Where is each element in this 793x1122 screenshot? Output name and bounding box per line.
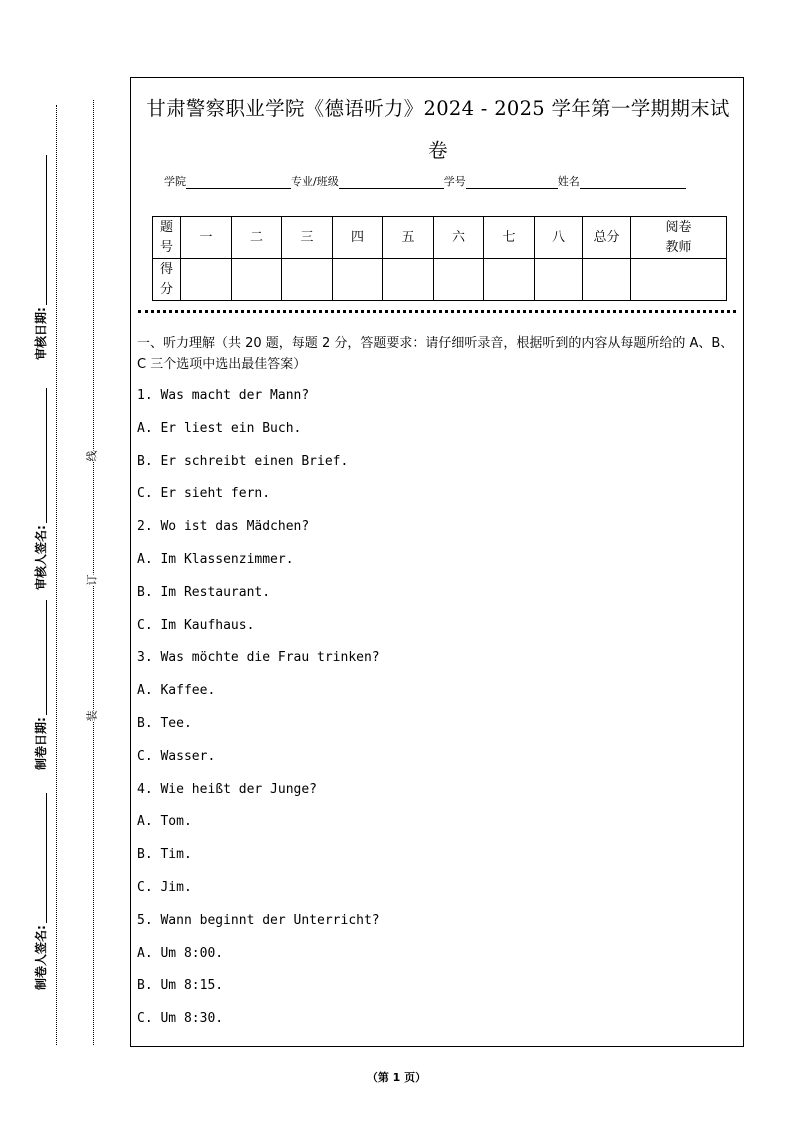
answer-option[interactable]: C. Im Kaufhaus. [137, 617, 255, 633]
reviewer-sign-field [32, 388, 49, 590]
answer-option[interactable]: A. Um 8:00. [137, 945, 224, 961]
question-stem: 1. Was macht der Mann? [137, 388, 310, 403]
score-cell[interactable] [434, 259, 484, 301]
score-cell[interactable] [232, 259, 282, 301]
reviewer-cell[interactable] [631, 259, 727, 301]
score-col-8: 八 [535, 217, 583, 259]
answer-option[interactable]: B. Um 8:15. [137, 978, 224, 994]
score-table-score-row [153, 259, 727, 301]
exam-title-line1: 甘肃警察职业学院《德语听力》2024 - 2025 学年第一学期期末试 [146, 97, 730, 120]
answer-option[interactable]: C. Jim. [137, 880, 192, 895]
score-col-6: 六 [434, 217, 484, 259]
binding-dotted-line-left [56, 105, 57, 1045]
name-blank[interactable] [580, 176, 686, 189]
answer-option[interactable]: A. Er liest ein Buch. [137, 420, 302, 436]
score-cell[interactable] [282, 259, 333, 301]
major-class-label: 专业/班级 [291, 175, 339, 188]
score-cell-total[interactable] [583, 259, 631, 301]
answer-option[interactable]: B. Im Restaurant. [137, 584, 271, 600]
answer-option[interactable]: B. Tim. [137, 847, 192, 863]
question-stem: 5. Wann beginnt der Unterricht? [137, 912, 380, 928]
reviewer-sign-label: 审核人签名: [34, 525, 48, 590]
reviewer-sign-blank[interactable] [34, 388, 47, 523]
student-no-blank[interactable] [466, 176, 558, 189]
dotted-separator [138, 310, 736, 313]
score-col-3: 三 [282, 217, 333, 259]
exam-title [131, 88, 745, 172]
review-date-field [32, 155, 49, 360]
exam-paper [130, 77, 744, 1047]
question-number-label: 题号 [153, 217, 181, 259]
answer-option[interactable]: B. Tee. [137, 716, 192, 731]
question-stem: 2. Wo ist das Mädchen? [137, 519, 310, 535]
question-stem: 3. Was möchte die Frau trinken? [137, 650, 380, 666]
maker-sign-blank[interactable] [34, 793, 47, 923]
answer-option[interactable]: B. Er schreibt einen Brief. [137, 453, 349, 469]
score-table [152, 216, 727, 301]
college-label: 学院 [164, 175, 186, 188]
binding-dotted-line-right [93, 100, 94, 1045]
maker-sign-label: 制卷人签名: [34, 925, 48, 990]
student-no-label: 学号 [443, 175, 466, 188]
page-number: （第 1 页） [366, 1071, 427, 1084]
score-table-header-row [153, 217, 727, 259]
score-cell[interactable] [383, 259, 434, 301]
college-blank[interactable] [186, 176, 291, 189]
student-info-row [164, 173, 686, 189]
make-date-field [32, 600, 49, 770]
score-cell[interactable] [484, 259, 535, 301]
review-date-label: 审核日期: [34, 307, 48, 360]
make-date-blank[interactable] [34, 600, 47, 715]
score-cell[interactable] [333, 259, 383, 301]
answer-option[interactable]: C. Wasser. [137, 748, 216, 764]
score-col-4: 四 [333, 217, 383, 259]
name-label: 姓名 [557, 175, 580, 188]
question-stem: 4. Wie heißt der Junge? [137, 781, 318, 797]
score-col-7: 七 [484, 217, 535, 259]
answer-option[interactable]: A. Im Klassenzimmer. [137, 552, 294, 567]
answer-option[interactable]: A. Tom. [137, 814, 192, 830]
score-cell[interactable] [535, 259, 583, 301]
score-col-2: 二 [232, 217, 282, 259]
score-cell[interactable] [181, 259, 232, 301]
answer-option[interactable]: A. Kaffee. [137, 683, 216, 699]
binding-char-zhuang: 装 [85, 710, 99, 722]
review-date-blank[interactable] [34, 155, 47, 305]
section-1-instructions: 一、听力理解（共 20 题，每题 2 分，答题要求：请仔细听录音，根据听到的内容从每题所给的 A、B、C 三个选项中选出最佳答案） [137, 336, 734, 372]
make-date-label: 制卷日期: [34, 717, 48, 770]
score-col-1: 一 [181, 217, 232, 259]
binding-char-xian: 线 [85, 450, 99, 462]
reviewer-label: 阅卷教师 [631, 217, 727, 259]
answer-option[interactable]: C. Um 8:30. [137, 1011, 224, 1027]
binding-char-ding: 订 [85, 574, 99, 586]
answer-option[interactable]: C. Er sieht fern. [137, 486, 271, 502]
exam-title-line2: 卷 [428, 139, 448, 162]
score-col-total: 总分 [583, 217, 631, 259]
major-class-blank[interactable] [339, 176, 444, 189]
score-col-5: 五 [383, 217, 434, 259]
score-row-label: 得分 [153, 259, 181, 301]
maker-sign-field [32, 793, 49, 990]
